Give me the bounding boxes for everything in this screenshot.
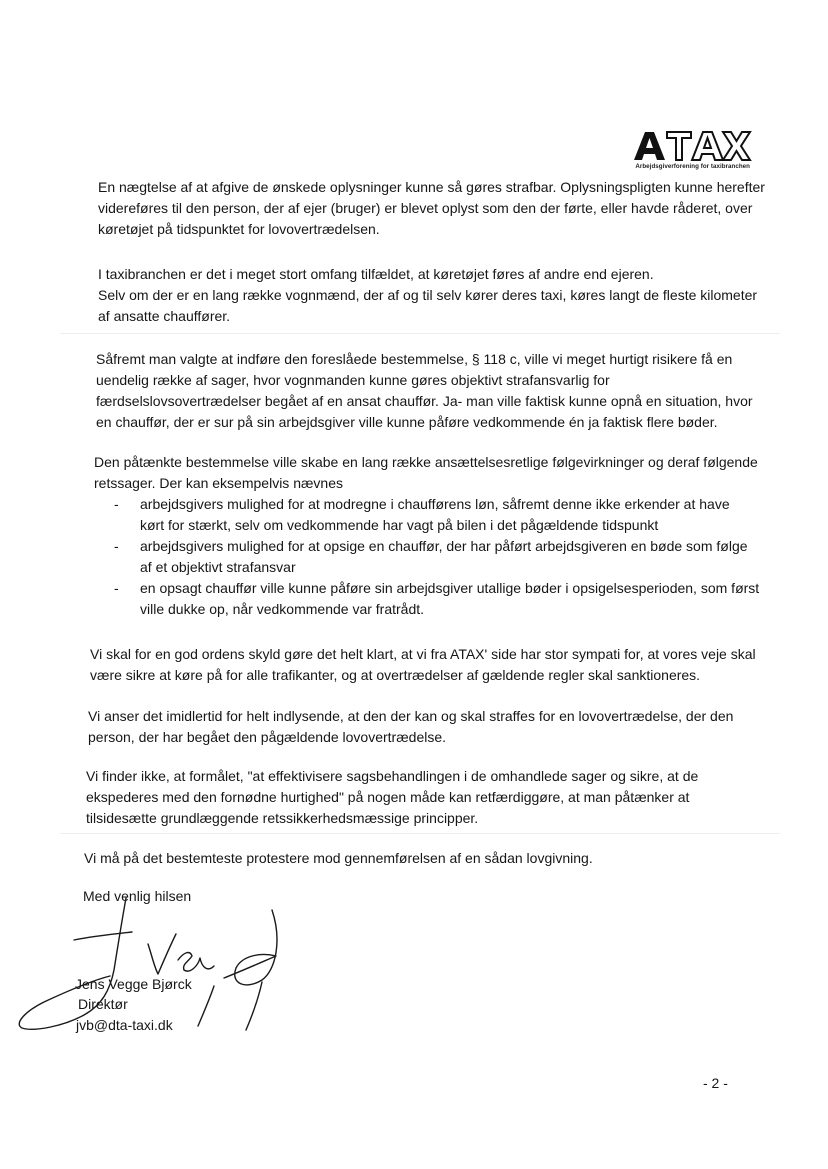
text-line: Vi skal for en god ordens skyld gøre det helt klart, at vi fra ATAX' side har stor sympati for, at vores veje skal [90, 646, 756, 662]
handwritten-signature [14, 890, 314, 1050]
scan-line [60, 833, 780, 834]
text-line: Såfremt man valgte at indføre den foreslåede bestemmelse, § 118 c, ville vi meget hurtigt risikere få en [96, 351, 733, 367]
signer-email: jvb@dta-taxi.dk [76, 1017, 173, 1033]
text-line: arbejdsgivers mulighed for at opsige en chauffør, der har påført arbejdsgiveren en bøde som følge [140, 538, 748, 554]
text-line: videreføres til den person, der af ejer (bruger) er blevet oplyst som den der førte, eller havde råderet, over [98, 200, 753, 216]
text-line: Vi må på det bestemteste protestere mod gennemførelsen af en sådan lovgivning. [84, 850, 593, 866]
text-line: En nægtelse af at afgive de ønskede oplysninger kunne så gøres strafbar. Oplysningspligten kunne herefter [98, 179, 765, 195]
paragraph-2 [98, 264, 757, 327]
text-line: Selv om der er en lang række vognmænd, der af og til selv kører deres taxi, køres langt de fleste kilometer [98, 287, 758, 303]
paragraph-8 [84, 848, 593, 869]
signer-name: Jens Vegge Bjørck [75, 976, 192, 992]
bullet-marker: - [114, 580, 119, 596]
text-line: af et objektivt strafansvar [140, 559, 296, 575]
text-line: retssager. Der kan eksempelvis nævnes [94, 475, 343, 491]
list-item [114, 494, 759, 536]
text-line: kørt for stærkt, selv om vedkommende har vagt på bilen i det pågældende tidspunkt [140, 517, 659, 533]
text-line: arbejdsgivers mulighed for at modregne i chaufførens løn, såfremt denne ikke erkender at have [140, 496, 730, 512]
text-line: af ansatte chauffører. [98, 308, 231, 324]
page-number: - 2 - [703, 1075, 728, 1091]
greeting: Med venlig hilsen [83, 888, 192, 904]
text-line: tilsidesætte grundlæggende retssikkerhedsmæssige principper. [86, 810, 479, 826]
paragraph-1 [98, 177, 765, 240]
bullet-marker: - [114, 538, 119, 554]
text-line: Den påtænkte bestemmelse ville skabe en lang række ansættelsesretlige følgevirkninger og deraf følgende [94, 454, 758, 470]
paragraph-7 [86, 766, 698, 829]
scan-line [60, 333, 780, 334]
text-line: være sikre at køre på for alle trafikanter, og at overtrædelser af gældende regler skal sanktioneres. [90, 667, 701, 683]
atax-wordmark-icon [632, 128, 752, 162]
paragraph-5 [90, 644, 756, 686]
text-line: Vi finder ikke, at formålet, "at effektivisere sagsbehandlingen i de omhandlede sager og sikre, at de [86, 768, 699, 784]
paragraph-4 [94, 452, 758, 494]
bullet-marker: - [114, 496, 119, 512]
atax-logo [632, 128, 752, 176]
text-line: I taxibranchen er det i meget stort omfang tilfældet, at køretøjet føres af andre end ejeren. [98, 266, 654, 282]
text-line: Vi anser det imidlertid for helt indlysende, at den der kan og skal straffes for en lovovertrædelse, der den [88, 708, 734, 724]
consequences-list [114, 494, 759, 620]
list-item [114, 578, 759, 620]
text-line: person, der har begået den pågældende lovovertrædelse. [88, 729, 447, 745]
text-line: ville dukke op, når vedkommende var fratrådt. [140, 601, 425, 617]
text-line: en opsagt chauffør ville kunne påføre sin arbejdsgiver utallige bøder i opsigelsesperioden, som først [140, 580, 760, 596]
text-line: en chauffør, der er sur på sin arbejdsgiver ville kunne påføre vedkommende én ja faktisk flere bøder. [96, 414, 718, 430]
text-line: færdselslovsovertrædelser begået af en ansat chauffør. Ja- man ville faktisk kunne opnå en situation, hvor [96, 393, 753, 409]
paragraph-6 [88, 706, 733, 748]
paragraph-3 [96, 349, 753, 433]
signer-title: Direktør [78, 996, 128, 1012]
text-line: uendelig række af sager, hvor vognmanden kunne gøres objektivt strafansvarlig for [96, 372, 610, 388]
text-line: ekspederes med den fornødne hurtighed" på nogen måde kan retfærdiggøre, at man påtænker at [86, 789, 690, 805]
logo-subtitle: Arbejdsgiverforening for taxibranchen [635, 163, 750, 170]
text-line: køretøjet på tidspunktet for lovovertrædelsen. [98, 221, 380, 237]
list-item [114, 536, 759, 578]
